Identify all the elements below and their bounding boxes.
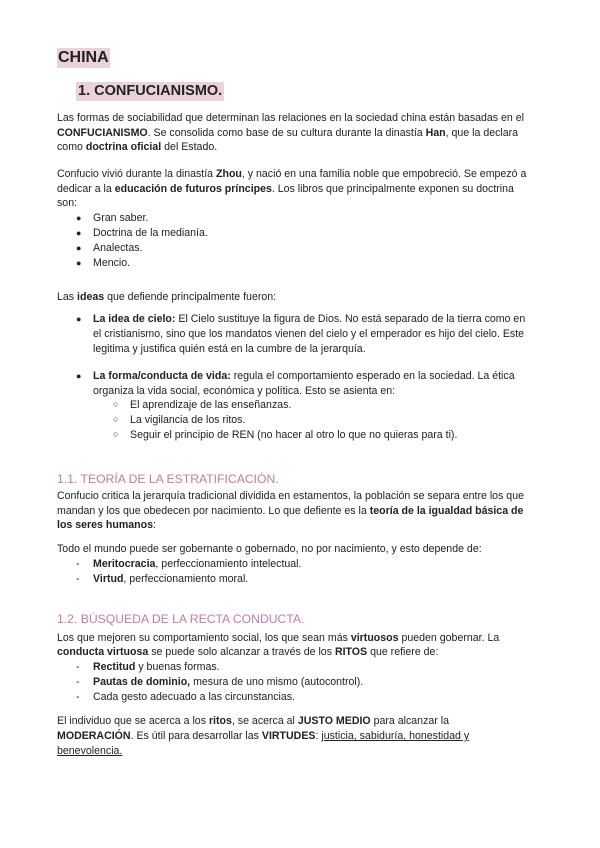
idea-cielo-line-1	[93, 312, 525, 327]
term-virtudes: VIRTUDES	[261, 730, 316, 742]
intro-line-1: Las formas de sociabilidad que determinan las relaciones en la sociedad china están basadas en el	[57, 112, 525, 124]
term-ritos-2: ritos	[208, 715, 232, 727]
term-justo-medio: JUSTO MEDIO	[297, 715, 371, 727]
term-zhou: Zhou	[216, 168, 242, 180]
conducta-text: El individuo que se acerca a los	[57, 715, 209, 727]
estrat-text: , perfeccionamiento intelectual.	[155, 558, 302, 570]
term-conducta-virtuosa: conducta virtuosa	[57, 646, 149, 658]
estrat-line-4: Todo el mundo puede ser gobernante o gobernado, no por nacimiento, y esto depende de:	[57, 543, 482, 555]
term-confucianismo: CONFUCIANISMO	[57, 127, 148, 139]
conducta-line-1	[57, 631, 499, 646]
estrat-line-2	[57, 504, 523, 519]
term-teoria-igualdad: teoría de la igualdad básica de	[369, 505, 524, 517]
conducta-final-line-2	[57, 729, 469, 744]
ideas-intro	[57, 290, 276, 305]
heading-confucianismo: 1. CONFUCIANISMO.	[78, 83, 223, 99]
confucio-line-3: son:	[57, 197, 78, 209]
bullet-icon: ●	[76, 371, 82, 381]
term-forma-conducta: La forma/conducta de vida:	[93, 370, 231, 382]
confucio-line-1	[57, 167, 526, 182]
term-virtud: Virtud	[93, 573, 124, 585]
conducta-text: Los que mejoren su comportamiento social, los que sean más	[57, 632, 351, 644]
confucio-line-2	[57, 182, 514, 197]
bullet-icon: ●	[76, 243, 82, 253]
bullet-icon: ●	[76, 314, 82, 324]
heading-estratificacion: 1.1. TEORÍA DE LA ESTRATIFICACIÓN.	[57, 472, 279, 486]
virtudes-list-end: benevolencia.	[57, 745, 123, 757]
list-item: Doctrina de la medianía.	[93, 227, 208, 239]
conducta-text: mesura de uno mismo (autocontrol).	[190, 676, 364, 688]
list-item	[93, 557, 301, 572]
idea-forma-line-2: organiza la vida social, económica y política. Esto se asienta en:	[93, 385, 396, 397]
title-china: CHINA	[58, 49, 109, 66]
list-item: Gran saber.	[93, 212, 149, 224]
conducta-text: :	[315, 730, 322, 742]
term-han: Han	[425, 127, 446, 139]
list-item	[93, 660, 220, 675]
bullet-icon: ●	[76, 258, 82, 268]
intro-text: como	[57, 141, 86, 153]
virtudes-list: justicia, sabiduría, honestidad y	[321, 730, 470, 742]
dash-bullet-icon: -	[76, 661, 80, 673]
confucio-text: , y nació en una familia noble que empobreció. Se empezó a	[241, 168, 527, 180]
conducta-final-line-3	[57, 744, 122, 759]
dash-bullet-icon: -	[76, 558, 80, 570]
estrat-line-1: Confucio critica la jerarquía tradicional dividida en estamentos, la población se separa entre los que	[57, 490, 524, 502]
conducta-text: Cada gesto adecuado a las circunstancias.	[93, 691, 295, 703]
term-virtuosos: virtuosos	[350, 632, 399, 644]
term-doctrina-oficial: doctrina oficial	[85, 141, 162, 153]
term-idea-cielo: La idea de cielo:	[93, 313, 176, 325]
conducta-line-2	[57, 645, 438, 660]
estrat-text: , perfeccionamiento moral.	[123, 573, 249, 585]
estrat-text: :	[152, 519, 156, 531]
conducta-text: se puede solo alcanzar a través de los	[148, 646, 335, 658]
list-item: Mencio.	[93, 257, 131, 269]
confucio-text: dedicar a la	[57, 183, 115, 195]
intro-text: . Se consolida como base de su cultura durante la dinastía	[147, 127, 426, 139]
list-item	[93, 675, 363, 690]
confucio-text: Confucio vivió durante la dinastía	[57, 168, 216, 180]
conducta-text: para alcanzar la	[370, 715, 449, 727]
term-ritos: RITOS	[334, 646, 368, 658]
idea-cielo-line-3: legitima y justifica quién está en la cumbre de la jerarquía.	[93, 343, 366, 355]
idea-cielo-line-2: el cristianismo, sino que los mandatos vienen del cielo y el emperador es hijo del cielo. Este	[93, 328, 525, 340]
term-ideas: ideas	[77, 291, 105, 303]
idea-forma-line-1	[93, 369, 515, 384]
conducta-text: que refiere de:	[367, 646, 439, 658]
ideas-text: regula el comportamiento esperado en la sociedad. La ética	[230, 370, 515, 382]
term-meritocracia: Meritocracia	[93, 558, 156, 570]
term-moderacion: MODERACIÓN	[57, 730, 131, 742]
estrat-line-3	[57, 518, 156, 533]
intro-text: del Estado.	[161, 141, 218, 153]
term-rectitud: Rectitud	[93, 661, 136, 673]
conducta-final-line-1	[57, 714, 449, 729]
list-item: La vigilancia de los ritos.	[130, 414, 246, 426]
intro-text: , que la declara	[445, 127, 519, 139]
list-item	[93, 690, 295, 705]
ideas-text: Las	[57, 291, 78, 303]
bullet-icon: ●	[76, 213, 82, 223]
dash-bullet-icon: -	[76, 676, 80, 688]
heading-recta-conducta: 1.2. BÚSQUEDA DE LA RECTA CONDUCTA.	[57, 612, 305, 626]
confucio-text: . Los libros que principalmente exponen su doctrina	[271, 183, 514, 195]
ideas-text: que defiende principalmente fueron:	[104, 291, 277, 303]
conducta-text: pueden gobernar. La	[398, 632, 500, 644]
circle-bullet-icon: ○	[113, 399, 119, 409]
ideas-text: El Cielo sustituye la figura de Dios. No está separado de la tierra como en	[175, 313, 526, 325]
circle-bullet-icon: ○	[113, 414, 119, 424]
intro-line-3	[57, 140, 217, 155]
term-seres-humanos: los seres humanos	[57, 519, 153, 531]
term-pautas-dominio: Pautas de dominio,	[93, 676, 191, 688]
conducta-text: . Es útil para desarrollar las	[130, 730, 262, 742]
list-item: Analectas.	[93, 242, 143, 254]
dash-bullet-icon: -	[76, 573, 80, 585]
term-educacion: educación de futuros príncipes	[114, 183, 272, 195]
estrat-text: mandan y los que obedecen por nacimiento. Lo que defiente es la	[57, 505, 370, 517]
bullet-icon: ●	[76, 228, 82, 238]
dash-bullet-icon: -	[76, 691, 80, 703]
circle-bullet-icon: ○	[113, 429, 119, 439]
intro-line-2	[57, 126, 518, 141]
conducta-text: , se acerca al	[231, 715, 298, 727]
list-item	[93, 572, 248, 587]
conducta-text: y buenas formas.	[135, 661, 220, 673]
list-item: El aprendizaje de las enseñanzas.	[130, 399, 292, 411]
list-item: Seguir el principio de REN (no hacer al otro lo que no quieras para ti).	[130, 429, 458, 441]
